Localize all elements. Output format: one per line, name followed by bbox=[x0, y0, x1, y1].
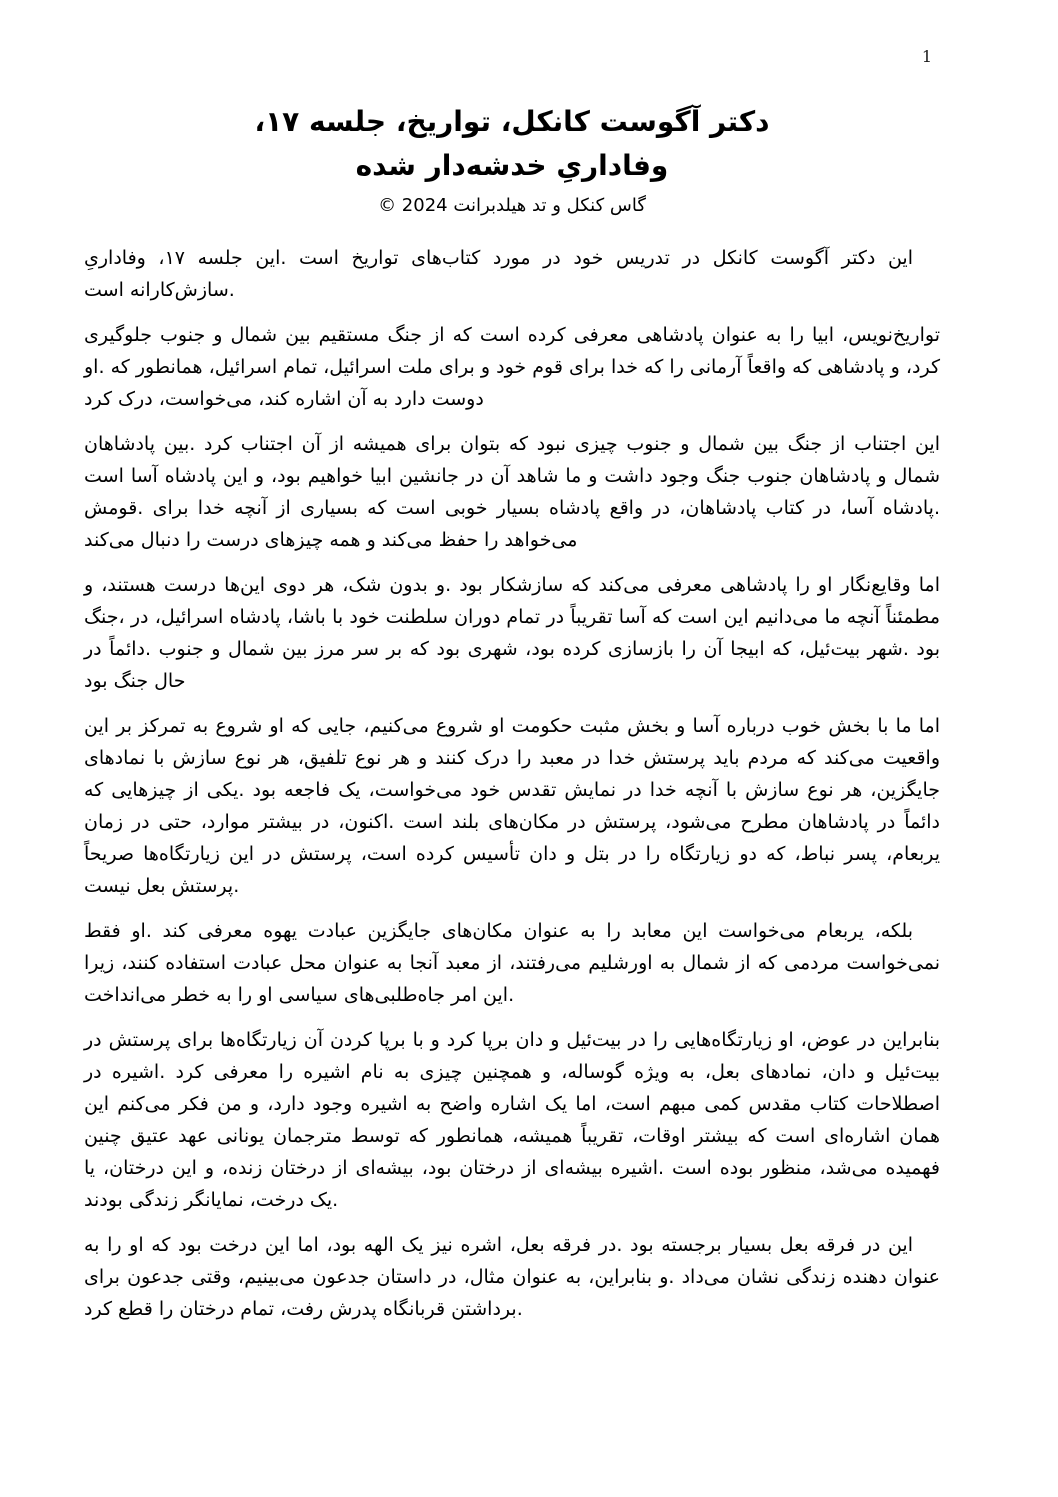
page-number: 1 bbox=[921, 47, 932, 66]
document-title-line-1: دکتر آگوست کانکل، تواریخ، جلسه ۱۷، bbox=[254, 105, 770, 138]
document-header bbox=[84, 100, 940, 220]
copyright-line: گاس کنکل و تد هیلدبرانت 2024 © bbox=[378, 195, 646, 216]
paragraph: بلکه، یربعام می‌خواست این معابد را به عنوان مکان‌های جایگزین عبادت یهوه معرفی کند .او فقط نمی‌خواست مردمی که از شمال به اورشلیم می‌رفتند، از معبد آنجا به عنوان محل عبادت استفاده کنند، زیرا .این امر جاه‌طلبی‌های سیاسی او را به خطر می‌انداخت bbox=[84, 920, 940, 1006]
document-body bbox=[84, 242, 940, 1325]
paragraph: این اجتناب از جنگ بین شمال و جنوب چیزی نبود که بتوان برای همیشه از آن اجتناب کرد .بین پادشاهان شمال و پادشاهان جنوب جنگ وجود داشت و ما شاهد آن در جانشین ابیا خواهیم بود، و این پادشاه آسا است .پادشاه آسا، در کتاب پادشاهان، در واقع پادشاه بسیار خوبی است که بسیاری از آنچه خدا برای .قومش می‌خواهد را حفظ می‌کند و همه چیزهای درست را دنبال می‌کند bbox=[84, 433, 940, 551]
paragraph: اما وقایع‌نگار او را پادشاهی معرفی می‌کند که سازشکار بود .و بدون شک، هر دوی این‌ها درست هستند، و مطمئناً آنچه ما می‌دانیم این است که آسا تقریباً در تمام دوران سلطنت خود با باشا، پادشاه اسرائیل، در ،جنگ بود .شهر بیت‌ئیل، که ابیجا آن را بازسازی کرده بود، شهری بود که بر سر مرز بین شمال و جنوب .دائماً در حال جنگ بود bbox=[84, 574, 940, 692]
paragraph: این در فرقه بعل بسیار برجسته بود .در فرقه بعل، اشره نیز یک الهه بود، اما این درخت بود که او را به عنوان دهنده زندگی نشان می‌داد .و بنابراین، به عنوان مثال، در داستان جدعون می‌بینیم، وقتی جدعون برای .برداشتن قربانگاه پدرش رفت، تمام درختان را قطع کرد bbox=[84, 1234, 940, 1320]
paragraph: این دکتر آگوست کانکل در تدریس خود در مورد کتاب‌های تواریخ است .این جلسه ۱۷، وفاداریِ .سازش‌کارانه است bbox=[84, 247, 913, 301]
paragraph: تواریخ‌نویس، ابیا را به عنوان پادشاهی معرفی کرده است که از جنگ مستقیم بین شمال و جنوب جلوگیری کرد، و پادشاهی که واقعاً آرمانی را که خدا برای قوم خود و برای ملت اسرائیل، تمام اسرائیل، همانطور که .او دوست دارد به آن اشاره کند، می‌خواست، درک کرد bbox=[84, 324, 940, 410]
paragraph: بنابراین در عوض، او زیارتگاه‌هایی را در بیت‌ئیل و دان برپا کرد و با برپا کردن آن زیارتگاه‌ها برای پرستش در بیت‌ئیل و دان، نمادهای بعل، به ویژه گوساله، و همچنین چیزی به نام اشیره را معرفی کرد .اشیره در اصطلاحات کتاب مقدس کمی مبهم است، اما یک اشاره واضح به اشیره وجود دارد، و من فکر می‌کنم این همان اشاره‌ای است که بیشتر اوقات، تقریباً همیشه، همانطور که توسط مترجمان یونانی عهد عتیق چنین فهمیده می‌شد، منظور بوده است .اشیره بیشه‌ای از درختان بود، بیشه‌ای از درختان زنده، و این درختان، یا .یک درخت، نمایانگر زندگی بودند bbox=[84, 1029, 940, 1211]
paragraph: اما ما با بخش خوب درباره آسا و بخش مثبت حکومت او شروع می‌کنیم، جایی که او شروع به تمرکز بر این واقعیت می‌کند که مردم باید پرستش خدا در معبد را درک کنند و هر نوع تلفیق، هر نوع سازش با نمادهای جایگزین، هر نوع سازش با آنچه خدا در نمایش تقدس خود می‌خواست، یک فاجعه بود .یکی از چیزهایی که دائماً در پادشاهان مطرح می‌شود، پرستش در مکان‌های بلند است .اکنون، در بیشتر موارد، حتی در زمان یربعام، پسر نباط، که دو زیارتگاه را در بتل و دان تأسیس کرده است، پرستش در این زیارتگاه‌ها صریحاً .پرستش بعل نیست bbox=[84, 715, 940, 897]
document-title-line-2: وفاداریِ خدشه‌دار شده bbox=[355, 149, 669, 182]
